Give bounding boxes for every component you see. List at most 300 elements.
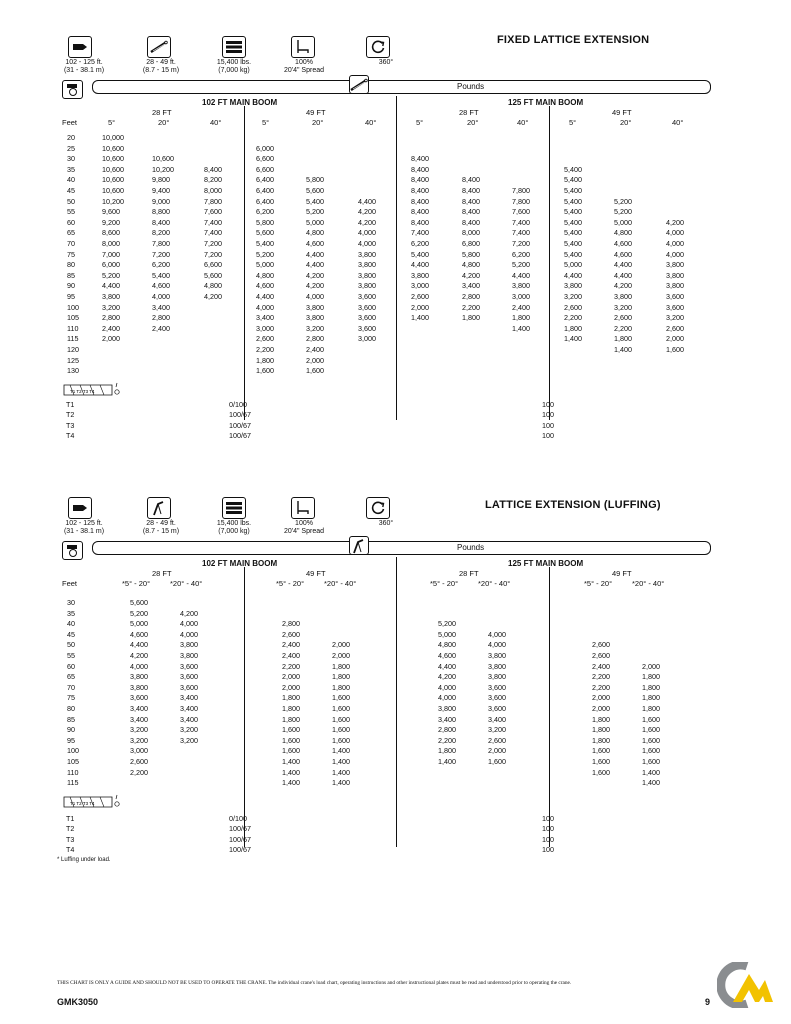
capacity-cell: 4,200 <box>306 281 324 291</box>
capacity-cell: 2,200 <box>462 302 480 312</box>
capacity-cell: 7,800 <box>204 196 222 206</box>
capacity-cell: 8,200 <box>204 175 222 185</box>
capacity-cell: 2,600 <box>411 292 429 301</box>
section-title: FIXED LATTICE EXTENSION <box>497 34 650 46</box>
capacity-cell: 1,800 <box>642 693 660 703</box>
extension-length-icon <box>147 36 171 58</box>
telescope-125-pct: 100 <box>542 410 554 420</box>
capacity-cell: 6,000 <box>102 260 120 270</box>
capacity-cell: 4,400 <box>438 661 456 671</box>
capacity-cell: 7,400 <box>512 228 530 238</box>
counterweight-icon <box>222 36 246 58</box>
boom-102-header: 102 FT MAIN BOOM <box>202 559 278 568</box>
angle-header: 40° <box>517 118 529 127</box>
angle-header: 20° <box>467 118 479 127</box>
capacity-cell: 2,400 <box>592 661 610 671</box>
capacity-cell: 3,200 <box>130 735 148 745</box>
capacity-cell: 1,800 <box>438 746 456 756</box>
radius-cell: 100 <box>67 746 79 756</box>
telescope-section: T3 <box>66 420 75 430</box>
telescope-125-pct: 100 <box>542 845 554 855</box>
capacity-cell: 3,600 <box>666 302 684 312</box>
capacity-cell: 8,400 <box>411 207 429 217</box>
capacity-cell: 3,800 <box>358 270 376 280</box>
capacity-cell: 1,800 <box>592 735 610 745</box>
capacity-cell: 7,200 <box>204 249 222 259</box>
capacity-cell: 2,000 <box>642 661 660 671</box>
capacity-cell: 5,200 <box>614 196 632 206</box>
radius-cell: 45 <box>67 629 75 639</box>
telescope-102-pct: 100/67 <box>229 420 251 430</box>
capacity-cell: 2,400 <box>512 302 530 312</box>
capacity-cell: 6,600 <box>204 260 222 270</box>
radius-cell: 80 <box>67 704 75 713</box>
capacity-cell: 2,200 <box>564 313 582 323</box>
capacity-cell: 3,200 <box>564 292 582 301</box>
column-divider <box>396 96 397 420</box>
column-divider <box>549 567 550 847</box>
capacity-cell: 4,400 <box>130 640 148 650</box>
radius-cell: 50 <box>67 196 75 206</box>
angle-header: *20° - 40° <box>170 579 203 588</box>
radius-cell: 40 <box>67 619 75 629</box>
capacity-cell: 3,600 <box>358 292 376 301</box>
capacity-cell: 3,800 <box>564 281 582 291</box>
radius-cell: 105 <box>67 313 79 323</box>
angle-header: 5° <box>262 118 270 127</box>
capacity-cell: 5,400 <box>564 196 582 206</box>
capacity-cell: 1,600 <box>332 714 350 724</box>
capacity-cell: 2,600 <box>614 313 632 323</box>
capacity-cell: 3,800 <box>512 281 530 291</box>
capacity-cell: 1,800 <box>332 672 350 682</box>
extension-length-header: 28 FT <box>152 569 172 578</box>
capacity-cell: 4,600 <box>438 651 456 660</box>
capacity-cell: 4,400 <box>564 270 582 280</box>
capacity-cell: 2,200 <box>130 767 148 777</box>
capacity-cell: 8,400 <box>411 217 429 227</box>
radius-cell: 55 <box>67 207 75 217</box>
capacity-cell: 2,200 <box>592 672 610 682</box>
pounds-bar <box>92 80 711 94</box>
angle-header: 5° <box>569 118 577 127</box>
capacity-cell: 8,400 <box>462 175 480 185</box>
extension-length-header: 49 FT <box>306 108 326 117</box>
capacity-cell: 7,800 <box>512 196 530 206</box>
capacity-cell: 5,000 <box>256 260 274 270</box>
capacity-cell: 4,400 <box>614 270 632 280</box>
capacity-cell: 4,800 <box>438 640 456 650</box>
capacity-cell: 1,800 <box>282 714 300 724</box>
radius-cell: 85 <box>67 270 75 280</box>
capacity-cell: 2,600 <box>488 735 506 745</box>
angle-header: *5° - 20° <box>584 579 613 588</box>
capacity-cell: 3,000 <box>512 292 530 301</box>
capacity-cell: 2,200 <box>438 735 456 745</box>
capacity-cell: 7,400 <box>411 228 429 238</box>
icon-label: 15,400 lbs. (7,000 kg) <box>216 520 252 535</box>
capacity-cell: 8,400 <box>411 175 429 185</box>
capacity-cell: 4,000 <box>306 292 324 301</box>
capacity-cell: 5,400 <box>564 186 582 195</box>
capacity-cell: 2,000 <box>666 334 684 344</box>
capacity-cell: 7,000 <box>102 249 120 259</box>
icon-label: 15,400 lbs. (7,000 kg) <box>216 59 252 74</box>
capacity-cell: 3,800 <box>306 302 324 312</box>
capacity-cell: 5,800 <box>256 217 274 227</box>
radius-cell: 60 <box>67 661 75 671</box>
svg-text:T1 T2 T3 T4: T1 T2 T3 T4 <box>70 388 95 394</box>
capacity-cell: 1,400 <box>332 767 350 777</box>
column-divider <box>396 557 397 847</box>
radius-cell: 90 <box>67 281 75 291</box>
capacity-cell: 4,000 <box>152 292 170 301</box>
capacity-cell: 1,400 <box>512 323 530 333</box>
pounds-bar <box>92 541 711 555</box>
capacity-cell: 1,600 <box>592 757 610 766</box>
feet-header: Feet <box>62 579 78 588</box>
capacity-cell: 8,400 <box>411 164 429 174</box>
capacity-cell: 7,200 <box>204 239 222 248</box>
capacity-cell: 4,200 <box>180 608 198 618</box>
capacity-cell: 3,400 <box>462 281 480 291</box>
capacity-cell: 3,400 <box>130 704 148 713</box>
radius-cell: 35 <box>67 164 75 174</box>
luffing-extension-icon <box>147 497 171 519</box>
radius-cell: 65 <box>67 228 75 238</box>
icon-label: 28 - 49 ft. (8.7 - 15 m) <box>142 520 180 535</box>
capacity-cell: 4,200 <box>204 292 222 301</box>
capacity-cell: 2,000 <box>592 693 610 703</box>
icon-label: 28 - 49 ft. (8.7 - 15 m) <box>142 59 180 74</box>
capacity-cell: 4,000 <box>666 228 684 238</box>
telescope-section: T4 <box>66 431 75 441</box>
capacity-cell: 3,200 <box>102 302 120 312</box>
radius-cell: 115 <box>67 778 79 788</box>
capacity-cell: 4,800 <box>204 281 222 291</box>
boom-length-icon <box>68 497 92 519</box>
capacity-cell: 9,000 <box>152 196 170 206</box>
capacity-cell: 10,200 <box>102 196 124 206</box>
telescope-125-pct: 100 <box>542 824 554 834</box>
capacity-cell: 1,800 <box>256 355 274 365</box>
capacity-cell: 1,800 <box>282 693 300 703</box>
capacity-cell: 5,000 <box>438 629 456 639</box>
capacity-cell: 1,600 <box>642 725 660 735</box>
capacity-cell: 5,400 <box>564 164 582 174</box>
capacity-cell: 1,400 <box>642 778 660 788</box>
capacity-cell: 2,000 <box>332 640 350 650</box>
capacity-cell: 4,000 <box>666 239 684 248</box>
capacity-cell: 3,800 <box>358 281 376 291</box>
capacity-cell: 6,200 <box>152 260 170 270</box>
capacity-cell: 6,400 <box>256 186 274 195</box>
capacity-cell: 4,600 <box>614 249 632 259</box>
radius-cell: 35 <box>67 608 75 618</box>
radius-cell: 20 <box>67 133 75 142</box>
extension-indicator-icon <box>349 536 369 555</box>
capacity-cell: 3,800 <box>438 704 456 713</box>
disclaimer: THIS CHART IS ONLY A GUIDE AND SHOULD NOT BE USED TO OPERATE THE CRANE. The individual crane's load chart, operating instructions and other instructional plates must be read and understood prior to operating the crane. <box>57 980 572 986</box>
radius-cell: 120 <box>67 345 79 354</box>
capacity-cell: 5,800 <box>462 249 480 259</box>
capacity-cell: 4,000 <box>438 682 456 692</box>
capacity-cell: 3,600 <box>358 313 376 323</box>
capacity-cell: 3,200 <box>306 323 324 333</box>
radius-cell: 55 <box>67 651 75 660</box>
capacity-cell: 4,400 <box>512 270 530 280</box>
capacity-cell: 6,600 <box>256 154 274 164</box>
radius-cell: 95 <box>67 735 75 745</box>
capacity-cell: 1,600 <box>592 767 610 777</box>
capacity-cell: 4,600 <box>614 239 632 248</box>
icon-label: 360° <box>378 520 394 527</box>
capacity-cell: 1,400 <box>282 757 300 766</box>
page-number: 9 <box>705 997 711 1007</box>
angle-header: *20° - 40° <box>632 579 665 588</box>
telescope-125-pct: 100 <box>542 431 554 441</box>
capacity-cell: 3,000 <box>130 746 148 756</box>
capacity-cell: 4,400 <box>102 281 120 291</box>
capacity-cell: 1,600 <box>488 757 506 766</box>
telescope-125-pct: 100 <box>542 399 554 409</box>
capacity-cell: 1,400 <box>332 757 350 766</box>
capacity-cell: 1,800 <box>642 704 660 713</box>
capacity-cell: 3,600 <box>358 323 376 333</box>
radius-cell: 70 <box>67 239 75 248</box>
capacity-cell: 1,800 <box>592 714 610 724</box>
telescoping-diagram <box>62 382 122 398</box>
capacity-cell: 6,400 <box>256 196 274 206</box>
capacity-cell: 10,200 <box>152 164 174 174</box>
capacity-cell: 1,800 <box>642 682 660 692</box>
capacity-cell: 2,000 <box>332 651 350 660</box>
radius-cell: 45 <box>67 186 75 195</box>
capacity-cell: 3,800 <box>102 292 120 301</box>
capacity-cell: 4,000 <box>358 228 376 238</box>
telescope-102-pct: 100/67 <box>229 410 251 420</box>
section-title: LATTICE EXTENSION (LUFFING) <box>485 499 661 511</box>
capacity-cell: 8,000 <box>462 228 480 238</box>
radius-cell: 110 <box>67 767 79 777</box>
capacity-cell: 8,400 <box>462 207 480 217</box>
capacity-cell: 2,400 <box>282 651 300 660</box>
capacity-cell: 8,600 <box>102 228 120 238</box>
capacity-cell: 5,200 <box>256 249 274 259</box>
capacity-cell: 1,800 <box>282 704 300 713</box>
radius-cell: 40 <box>67 175 75 185</box>
capacity-cell: 3,400 <box>438 714 456 724</box>
angle-header: *20° - 40° <box>478 579 511 588</box>
capacity-cell: 9,600 <box>102 207 120 217</box>
capacity-cell: 1,600 <box>332 725 350 735</box>
telescope-125-pct: 100 <box>542 813 554 823</box>
capacity-cell: 2,400 <box>306 345 324 354</box>
rotation-icon <box>366 497 390 519</box>
capacity-cell: 3,800 <box>666 270 684 280</box>
capacity-cell: 8,400 <box>462 196 480 206</box>
capacity-cell: 2,800 <box>306 334 324 344</box>
capacity-cell: 7,200 <box>512 239 530 248</box>
angle-header: 20° <box>158 118 170 127</box>
capacity-cell: 3,000 <box>358 334 376 344</box>
capacity-cell: 10,600 <box>102 143 124 153</box>
capacity-cell: 3,800 <box>130 672 148 682</box>
extension-length-header: 49 FT <box>306 569 326 578</box>
capacity-cell: 7,200 <box>152 249 170 259</box>
capacity-cell: 3,800 <box>306 313 324 323</box>
capacity-cell: 3,600 <box>488 693 506 703</box>
capacity-cell: 3,000 <box>411 281 429 291</box>
angle-header: 40° <box>210 118 222 127</box>
rotation-icon <box>366 36 390 58</box>
capacity-cell: 4,000 <box>358 239 376 248</box>
capacity-cell: 5,400 <box>564 228 582 238</box>
capacity-cell: 9,400 <box>152 186 170 195</box>
units-label: Pounds <box>457 543 485 552</box>
capacity-cell: 1,600 <box>642 735 660 745</box>
capacity-cell: 7,600 <box>204 207 222 217</box>
capacity-cell: 3,800 <box>358 260 376 270</box>
capacity-cell: 1,600 <box>592 746 610 756</box>
capacity-cell: 5,800 <box>306 175 324 185</box>
capacity-cell: 4,200 <box>462 270 480 280</box>
capacity-cell: 3,200 <box>130 725 148 735</box>
telescope-102-pct: 0/100 <box>229 399 247 409</box>
capacity-cell: 8,400 <box>462 217 480 227</box>
boom-length-icon <box>68 36 92 58</box>
capacity-cell: 3,800 <box>488 661 506 671</box>
telescope-102-pct: 100/67 <box>229 431 251 441</box>
capacity-cell: 6,800 <box>462 239 480 248</box>
capacity-cell: 6,200 <box>411 239 429 248</box>
capacity-cell: 4,200 <box>358 207 376 217</box>
capacity-cell: 2,800 <box>102 313 120 323</box>
capacity-cell: 2,800 <box>282 619 300 629</box>
capacity-cell: 5,400 <box>564 249 582 259</box>
telescope-125-pct: 100 <box>542 420 554 430</box>
capacity-cell: 5,000 <box>130 619 148 629</box>
capacity-cell: 1,800 <box>332 661 350 671</box>
icon-label: 100% 20'4" Spread <box>283 59 325 74</box>
capacity-cell: 4,400 <box>614 260 632 270</box>
capacity-cell: 4,200 <box>358 217 376 227</box>
telescope-section: T3 <box>66 834 75 844</box>
capacity-cell: 6,200 <box>256 207 274 217</box>
capacity-cell: 3,800 <box>130 682 148 692</box>
capacity-cell: 3,400 <box>256 313 274 323</box>
capacity-cell: 3,800 <box>666 260 684 270</box>
capacity-cell: 4,800 <box>462 260 480 270</box>
capacity-cell: 3,600 <box>358 302 376 312</box>
capacity-cell: 3,200 <box>180 725 198 735</box>
feet-header: Feet <box>62 118 78 127</box>
capacity-cell: 4,200 <box>614 281 632 291</box>
capacity-cell: 1,600 <box>642 714 660 724</box>
capacity-cell: 7,400 <box>204 217 222 227</box>
capacity-cell: 8,800 <box>152 207 170 217</box>
capacity-cell: 2,800 <box>438 725 456 735</box>
capacity-cell: 4,000 <box>180 629 198 639</box>
capacity-cell: 3,400 <box>180 693 198 703</box>
footnote: * Luffing under load. <box>57 856 111 863</box>
capacity-cell: 10,600 <box>102 186 124 195</box>
icon-label: 102 - 125 ft. (31 - 38.1 m) <box>63 59 105 74</box>
capacity-cell: 1,600 <box>332 735 350 745</box>
capacity-cell: 8,400 <box>462 186 480 195</box>
capacity-cell: 5,200 <box>306 207 324 217</box>
capacity-cell: 3,800 <box>411 270 429 280</box>
capacity-cell: 4,000 <box>130 661 148 671</box>
capacity-cell: 3,400 <box>180 714 198 724</box>
capacity-cell: 1,600 <box>666 345 684 354</box>
capacity-cell: 10,600 <box>152 154 174 164</box>
radius-cell: 30 <box>67 598 75 607</box>
capacity-cell: 3,200 <box>666 313 684 323</box>
outrigger-icon <box>291 497 315 519</box>
capacity-cell: 4,200 <box>306 270 324 280</box>
capacity-cell: 2,200 <box>282 661 300 671</box>
capacity-cell: 6,200 <box>512 249 530 259</box>
capacity-cell: 5,400 <box>411 249 429 259</box>
capacity-cell: 1,400 <box>438 757 456 766</box>
capacity-cell: 5,600 <box>130 598 148 607</box>
capacity-cell: 1,800 <box>462 313 480 323</box>
capacity-cell: 5,400 <box>564 217 582 227</box>
capacity-cell: 2,600 <box>256 334 274 344</box>
capacity-cell: 7,800 <box>152 239 170 248</box>
capacity-cell: 3,400 <box>488 714 506 724</box>
capacity-cell: 10,600 <box>102 164 124 174</box>
capacity-cell: 3,600 <box>666 292 684 301</box>
capacity-cell: 5,200 <box>614 207 632 217</box>
angle-header: 5° <box>416 118 424 127</box>
capacity-cell: 8,000 <box>204 186 222 195</box>
telescope-102-pct: 0/100 <box>229 813 247 823</box>
extension-length-header: 28 FT <box>459 569 479 578</box>
capacity-cell: 4,000 <box>488 629 506 639</box>
capacity-cell: 5,600 <box>256 228 274 238</box>
capacity-cell: 1,600 <box>642 746 660 756</box>
radius-cell: 25 <box>67 143 75 153</box>
capacity-cell: 8,200 <box>152 228 170 238</box>
icon-label: 360° <box>378 59 394 66</box>
capacity-cell: 4,400 <box>306 249 324 259</box>
radius-cell: 30 <box>67 154 75 164</box>
angle-header: 20° <box>312 118 324 127</box>
capacity-cell: 7,600 <box>512 207 530 217</box>
capacity-cell: 5,400 <box>564 239 582 248</box>
extension-length-header: 49 FT <box>612 108 632 117</box>
capacity-cell: 7,800 <box>512 186 530 195</box>
capacity-cell: 1,800 <box>642 672 660 682</box>
capacity-cell: 3,800 <box>488 672 506 682</box>
capacity-cell: 2,000 <box>102 334 120 344</box>
radius-cell: 80 <box>67 260 75 270</box>
capacity-cell: 10,600 <box>102 175 124 185</box>
telescope-section: T1 <box>66 813 75 823</box>
counterweight-icon <box>222 497 246 519</box>
angle-header: *5° - 20° <box>276 579 305 588</box>
capacity-cell: 8,400 <box>411 186 429 195</box>
capacity-cell: 3,600 <box>130 693 148 703</box>
radius-cell: 105 <box>67 757 79 766</box>
radius-icon <box>62 541 83 560</box>
angle-header: 40° <box>672 118 684 127</box>
capacity-cell: 3,800 <box>358 249 376 259</box>
capacity-cell: 1,600 <box>642 757 660 766</box>
capacity-cell: 1,800 <box>592 725 610 735</box>
